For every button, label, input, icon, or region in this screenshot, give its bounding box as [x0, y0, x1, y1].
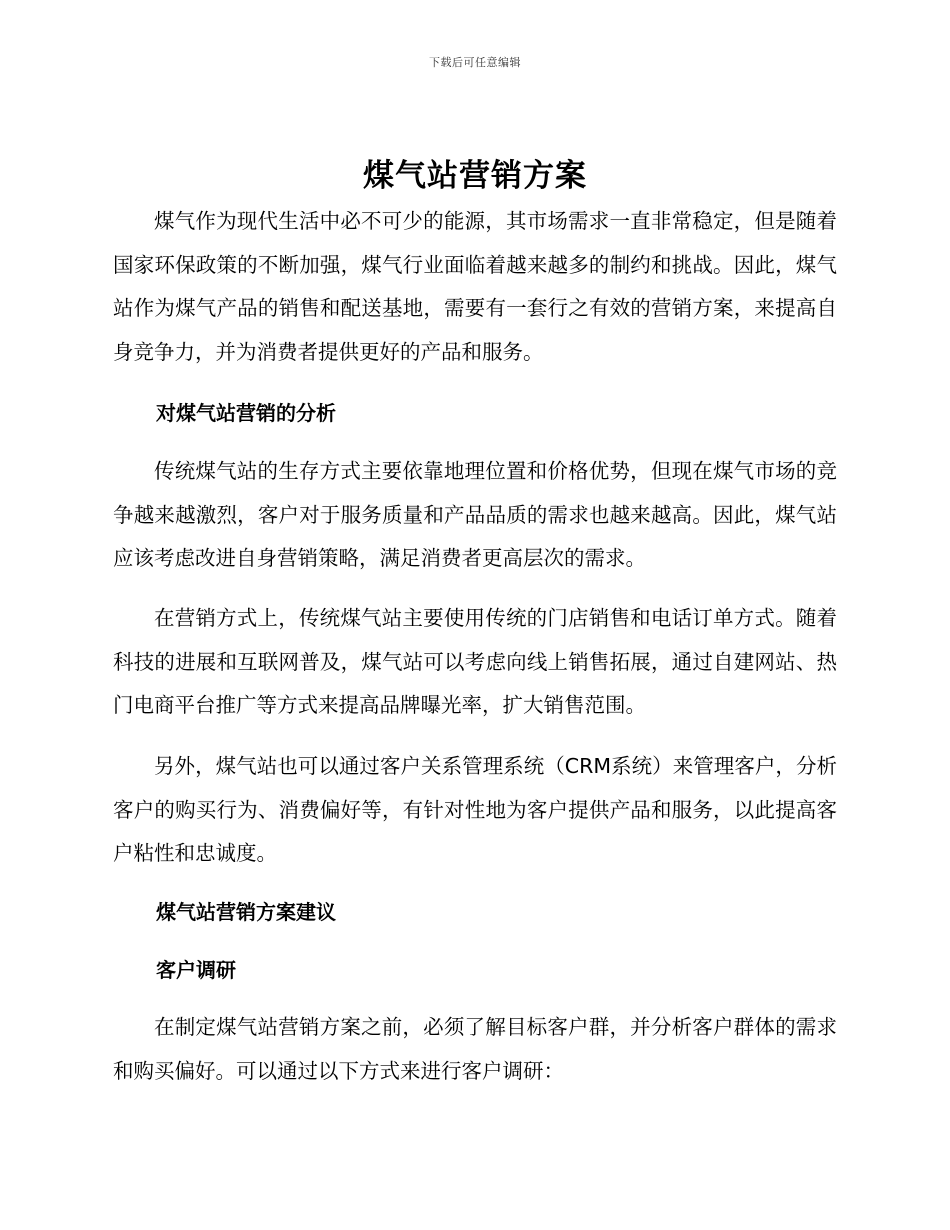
- section-heading-research: 客户调研: [156, 958, 236, 982]
- research-paragraph: 在制定煤气站营销方案之前，必须了解目标客户群，并分析客户群体的需求和购买偏好。可以通过以下方式来进行客户调研：: [113, 1015, 837, 1083]
- document-title: 煤气站营销方案: [363, 158, 587, 194]
- analysis-paragraph-1-section: [113, 450, 837, 581]
- analysis-paragraph-2: 在营销方式上，传统煤气站主要使用传统的门店销售和电话订单方式。随着科技的进展和互联网普及，煤气站可以考虑向线上销售拓展，通过自建网站、热门电商平台推广等方式来提高品牌曝光率，扩大销售范围。: [113, 606, 837, 717]
- intro-section: [113, 200, 837, 374]
- research-heading-section: [113, 949, 837, 993]
- analysis-heading-section: [113, 392, 837, 436]
- section-heading-analysis: 对煤气站营销的分析: [156, 401, 336, 425]
- intro-paragraph: 煤气作为现代生活中必不可少的能源，其市场需求一直非常稳定，但是随着国家环保政策的不断加强，煤气行业面临着越来越多的制约和挑战。因此，煤气站作为煤气产品的销售和配送基地，需要有一套行之有效的营销方案，来提高自身竞争力，并为消费者提供更好的产品和服务。: [113, 209, 837, 364]
- analysis-paragraph-3-section: [113, 745, 837, 876]
- section-heading-suggestions: 煤气站营销方案建议: [156, 900, 336, 924]
- research-paragraph-section: [113, 1006, 837, 1093]
- analysis-paragraph-3: 另外，煤气站也可以通过客户关系管理系统（CRM系统）来管理客户，分析客户的购买行为、消费偏好等，有针对性地为客户提供产品和服务，以此提高客户粘性和忠诚度。: [113, 754, 837, 865]
- analysis-paragraph-1: 传统煤气站的生存方式主要依靠地理位置和价格优势，但现在煤气市场的竞争越来越激烈，客户对于服务质量和产品品质的需求也越来越高。因此，煤气站应该考虑改进自身营销策略，满足消费者更高层次的需求。: [113, 459, 837, 570]
- suggestions-heading-section: [113, 891, 837, 935]
- analysis-paragraph-2-section: [113, 597, 837, 728]
- header-note: 下载后可任意编辑: [429, 56, 521, 69]
